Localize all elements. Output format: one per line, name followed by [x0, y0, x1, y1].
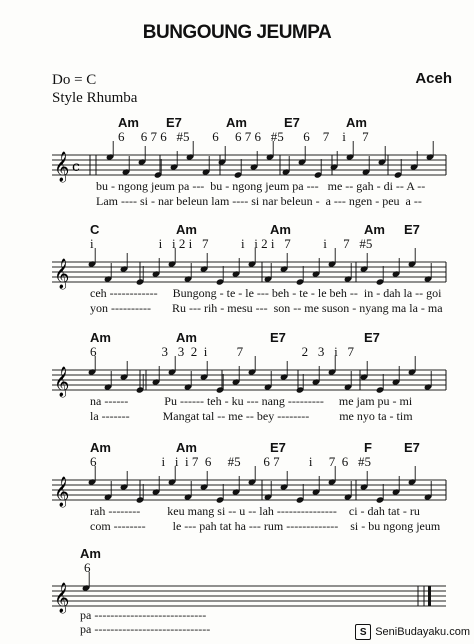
- cipher-numbers: 6: [84, 560, 91, 575]
- chord: Am: [90, 440, 111, 455]
- system-3: [0, 330, 474, 430]
- chord: Am: [176, 222, 197, 237]
- treble-clef-icon: 𝄞: [54, 583, 70, 613]
- chord: E7: [364, 330, 380, 345]
- treble-clef-icon: 𝄞: [54, 259, 70, 289]
- chord: E7: [404, 222, 420, 237]
- logo-icon: S: [355, 624, 371, 640]
- cipher-numbers: i i i 2 i 7 i i 2 i 7 i 7 #5: [90, 236, 373, 251]
- chord: E7: [270, 330, 286, 345]
- lyric-line-1: na ------ Pu ------ teh - ku --- nang --------- me jam pu - mi: [90, 394, 413, 408]
- chord: Am: [346, 115, 367, 130]
- chord: Am: [364, 222, 385, 237]
- time-signature-icon: c: [72, 159, 80, 175]
- song-title: BUNGOUNG JEUMPA: [142, 22, 332, 43]
- chord: C: [90, 222, 100, 237]
- system-2: [0, 222, 474, 322]
- chord: E7: [166, 115, 182, 130]
- watermark-text: SeniBudayaku.com: [375, 626, 470, 638]
- chord: Am: [226, 115, 247, 130]
- chord: Am: [90, 330, 111, 345]
- lyric-line-2: Lam ---- si - nar beleun lam ---- si nar beleun - a --- ngen - peu a --: [96, 194, 422, 208]
- chord: Am: [176, 440, 197, 455]
- lyric-line-2: yon ---------- Ru --- rih - mesu --- son -- me suson - nyang ma la - ma: [90, 301, 443, 315]
- key-signature-text: Do = C: [52, 72, 97, 88]
- treble-clef-icon: 𝄞: [54, 152, 70, 182]
- chord: Am: [118, 115, 139, 130]
- chord: E7: [284, 115, 300, 130]
- staff-5: [0, 578, 474, 618]
- chord: Am: [270, 222, 291, 237]
- cipher-numbers: 6 i i i 7 6 #5 6 7 i 7 6 #5: [90, 454, 371, 469]
- system-1: [0, 115, 474, 215]
- lyric-line-2: com -------- le --- pah tat ha --- rum ------------- si - bu ngong jeum: [90, 519, 441, 533]
- chord: E7: [404, 440, 420, 455]
- lyric-line-1: bu - ngong jeum pa --- bu - ngong jeum pa --- me -- gah - di -- A --: [96, 179, 426, 193]
- lyric-line-1: pa ----------------------------: [80, 608, 207, 622]
- lyric-line-2: pa -----------------------------: [80, 622, 211, 636]
- chord: F: [364, 440, 372, 455]
- watermark: [355, 624, 470, 640]
- chord: Am: [176, 330, 197, 345]
- lyric-line-1: ceh ------------ Bungong - te - le --- beh - te - le beh -- in - dah la -- goi: [90, 286, 442, 300]
- style-text: Style Rhumba: [52, 90, 138, 106]
- lyric-line-1: rah -------- keu mang si -- u -- lah --------------- ci - dah tat - ru: [90, 504, 420, 518]
- chord: Am: [80, 546, 101, 561]
- treble-clef-icon: 𝄞: [54, 367, 70, 397]
- chord: E7: [270, 440, 286, 455]
- system-4: [0, 440, 474, 540]
- lyric-line-2: la ------- Mangat tal -- me -- bey -------- me nyo ta - tim: [90, 409, 413, 423]
- treble-clef-icon: 𝄞: [54, 477, 70, 507]
- region-text: Aceh: [415, 70, 452, 87]
- cipher-numbers: 6 6 7 6 #5 6 6 7 6 #5 6 7 i 7: [118, 129, 369, 144]
- final-barline: [428, 586, 431, 606]
- cipher-numbers: 6 3 3 2 i 7 2 3 i 7: [90, 344, 354, 359]
